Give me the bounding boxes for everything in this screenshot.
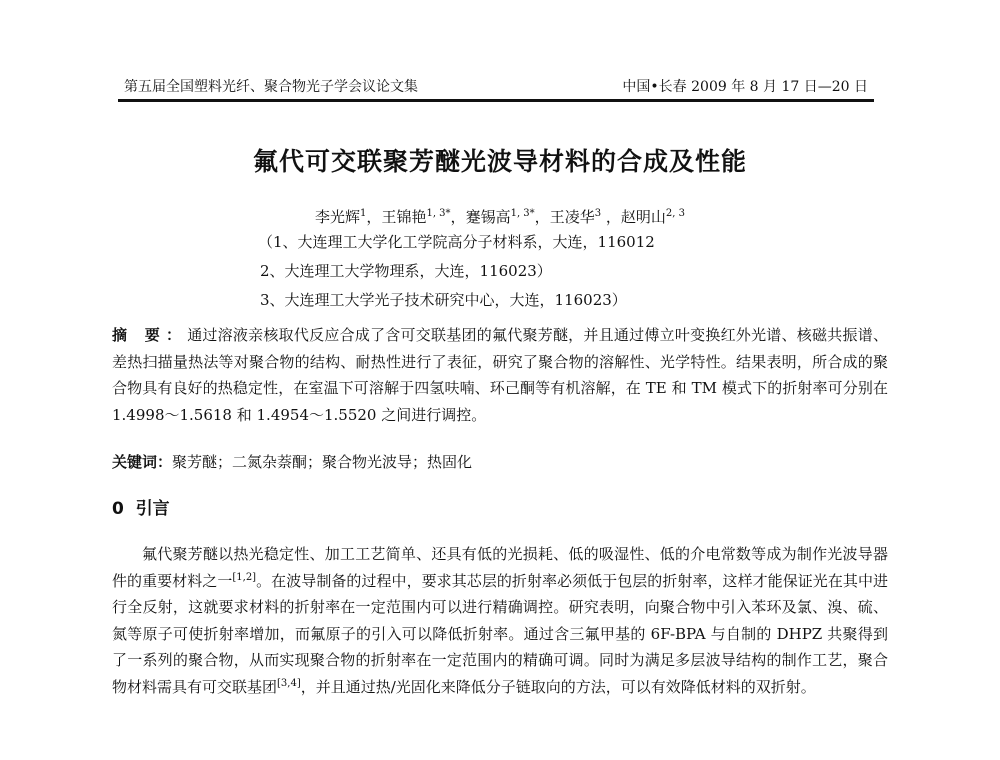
- paragraph-text: ，并且通过热/光固化来降低分子链取向的方法，可以有效降低材料的双折射。: [300, 677, 816, 696]
- abstract-label: 摘 要：: [112, 326, 188, 344]
- author-affil-mark: 2, 3: [665, 208, 685, 219]
- keywords-label: 关键词：: [112, 453, 173, 471]
- author-affil-mark: 1, 3*: [426, 208, 451, 219]
- paragraph-text: 。在波导制备的过程中，要求其芯层的折射率必须低于包层的折射率，这样才能保证光在其中进行全反射，这就要求材料的折射率在一定范围内可以进行精确调控。研究表明，向聚合物中引入苯环及氯、溴、硫、氮等原子可使折射率增加，而氟原子的引入可以降低折射率。通过含三氟甲基的 6F-BPA 与自制的 DHPZ 共聚得到了一系列的聚合物，从而实现聚合物的折射率在一定范围内的精确可调。同时为满足多层波导结构的制作工艺，聚合物材料需具有可交联基团: [112, 571, 888, 696]
- author-name: 赵明山: [620, 208, 666, 226]
- affiliation-2: 2、大连理工大学物理系，大连，116023）: [260, 262, 552, 280]
- intro-paragraph: [112, 541, 888, 700]
- author-affil-mark: 1: [360, 208, 367, 219]
- author-name: 蹇锡高: [465, 208, 511, 226]
- affiliation-3: 3、大连理工大学光子技术研究中心，大连，116023）: [260, 291, 627, 309]
- section-heading: [112, 494, 170, 519]
- running-header: [118, 76, 874, 98]
- keywords-text: 聚芳醚；二氮杂萘酮；聚合物光波导；热固化: [172, 453, 473, 471]
- abstract: [112, 322, 888, 428]
- author-name: 王凌华: [549, 208, 595, 226]
- section-number: 0: [112, 499, 124, 519]
- author-affil-mark: 3: [594, 208, 602, 219]
- header-rule: [118, 99, 874, 102]
- conference-name: 第五届全国塑料光纤、聚合物光子学会议论文集: [124, 79, 418, 95]
- affiliation-1: （1、大连理工大学化工学院高分子材料系，大连，116012: [258, 233, 655, 251]
- keywords: [112, 450, 888, 474]
- abstract-text: 通过溶液亲核取代反应合成了含可交联基团的氟代聚芳醚，并且通过傅立叶变换红外光谱、核磁共振谱、差热扫描量热法等对聚合物的结构、耐热性进行了表征，研究了聚合物的溶解性、光学特性。结果表明，所合成的聚合物具有良好的热稳定性，在室温下可溶解于四氢呋喃、环己酮等有机溶解，在 TE 和 TM 模式下的折射率可分别在 1.4998～1.5618 和 1.4954～1.5520 之间进行调控。: [112, 326, 888, 424]
- paragraph-text: 氟代聚芳醚以热光稳定性、加工工艺简单、还具有低的光损耗、低的吸湿性、低的介电常数等成为制作光波导器件的重要材料之一: [112, 545, 888, 590]
- location-date: 中国•长春 2009 年 8 月 17 日—20 日: [622, 79, 868, 95]
- section-title: 引言: [135, 499, 170, 519]
- author-name: 李光辉: [315, 208, 361, 226]
- citation-ref: [1,2]: [232, 571, 257, 583]
- citation-ref: [3,4]: [277, 677, 301, 689]
- paper-title: 氟代可交联聚芳醚光波导材料的合成及性能: [252, 147, 747, 176]
- author-affil-mark: 1, 3*: [510, 208, 535, 219]
- author-name: 王锦艳: [381, 208, 427, 226]
- author-list: 李光辉$^1$，王锦艳$^{1, 3*}$，蹇锡高$^{1, 3*}$，王凌华$^3$ ，赵明山$^{2, 3}$: [315, 208, 685, 226]
